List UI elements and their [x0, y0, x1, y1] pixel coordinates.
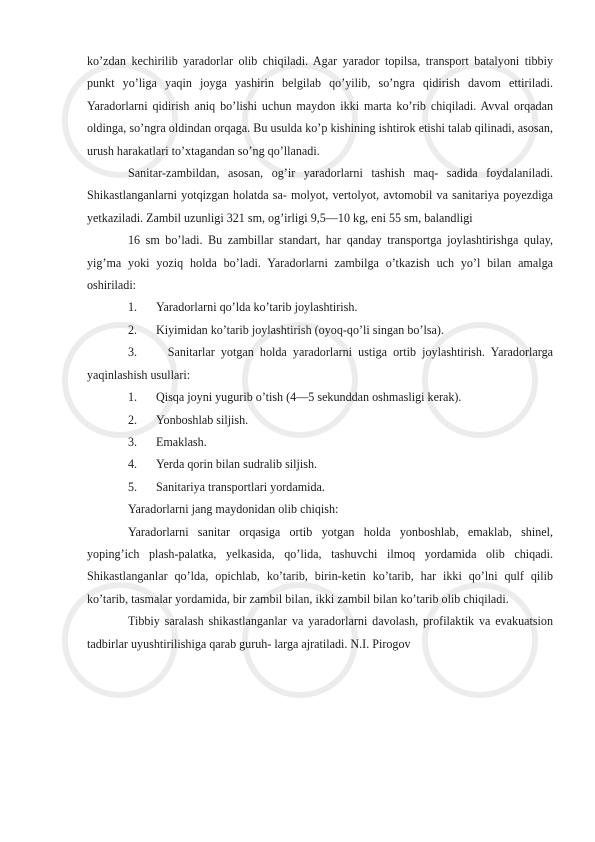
list-text: Emaklash.	[156, 434, 207, 449]
paragraph-evacuation-methods: Yaradorlarni sanitar orqasiga ortib yotgan holda yonboshlab, emaklab, shinel, yoping’ich plash-palatka, yelkasida, qo’lida, tashuvchi ilmoq yordamida olib chiqadi. Shikastlanganlar qo’lda, opichlab, ko’tarib, birin-ketin ko’tarib, har ikki qo’lni qulf qilib ko’tarib, tasmalar yordamida, bir zambil bilan, ikki zambil bilan ko’tarib olib chiqiladi.	[87, 524, 553, 606]
list-number: 3.	[128, 434, 138, 449]
list-item	[87, 386, 553, 408]
paragraph-medical-triage: Tibbiy saralash shikastlanganlar va yaradorlarni davolash, profilaktik va evakuatsion tadbirlar uyushtirilishiga qarab guruh- larga ajratiladi. N.I. Pirogov	[87, 614, 553, 651]
paragraph-search-method: ko’zdan kechirilib yaradorlar olib chiqiladi. Agar yarador topilsa, transport batalyoni tibbiy punkt yo’liga yaqin joyga yashirin belgilab qo’yilib, so’ngra qidirish davom ettiriladi. Yaradorlarni qidirish aniq bo’lishi uchun maydon ikki marta ko’rib chiqiladi. Avval orqadan oldinga, so’ngra oldindan orqaga. Bu usulda ko’p kishining ishtirok etishi talab qilinadi, asosan, urush harakatlari to’xtagandan so’ng qo’llanadi.	[87, 54, 553, 158]
list-item	[87, 476, 553, 498]
list-text: Kiyimidan ko’tarib joylashtirish (oyoq-qo’li singan bo’lsa).	[156, 322, 444, 337]
list-item-with-paragraph	[87, 341, 553, 386]
list-text: Sanitariya transportlari yordamida.	[156, 479, 325, 494]
list-number: 2.	[128, 412, 138, 427]
list-text: Yonboshlab siljish.	[156, 412, 249, 427]
list-text: Yerda qorin bilan sudralib siljish.	[156, 457, 318, 472]
document-page	[87, 50, 553, 655]
list-item	[87, 453, 553, 475]
list-text: Sanitarlar yotgan holda yaradorlarni ustiga ortib joylashtirish. Yaradorlarga yaqinlashish usullari:	[87, 345, 553, 382]
list-number: 1.	[128, 390, 138, 405]
paragraph-evacuation-heading: Yaradorlarni jang maydonidan olib chiqish:	[128, 502, 339, 517]
list-number: 4.	[128, 457, 138, 472]
list-text: Qisqa joyni yugurib o’tish (4—5 sekunddan oshmasligi kerak).	[156, 390, 462, 405]
list-number: 2.	[128, 322, 138, 337]
list-number: 5.	[128, 479, 138, 494]
list-item	[87, 409, 553, 431]
list-text: Yaradorlarni qo’lda ko’tarib joylashtirish.	[156, 300, 358, 315]
list-number: 3.	[128, 345, 138, 360]
list-item	[87, 319, 553, 341]
list-item	[87, 431, 553, 453]
paragraph-stretcher-size: 16 sm bo’ladi. Bu zambillar standart, har qanday transportga joylashtirishga qulay, yig’ma yoki yoziq holda bo’ladi. Yaradorlarni zambilga o’tkazish uch yo’l bilan amalga oshiriladi:	[87, 233, 553, 293]
list-item	[87, 296, 553, 318]
paragraph-stretcher: Sanitar-zambildan, asosan, og’ir yaradorlarni tashish maq- sadida foydalaniladi. Shikastlanganlarni yotqizgan holatda sa- molyot, vertolyot, avtomobil va sanitariya poyezdiga yetkaziladi. Zambil uzunligi 321 sm, og’irligi 9,5—10 kg, eni 55 sm, balandligi	[87, 166, 553, 225]
list-number: 1.	[128, 300, 138, 315]
